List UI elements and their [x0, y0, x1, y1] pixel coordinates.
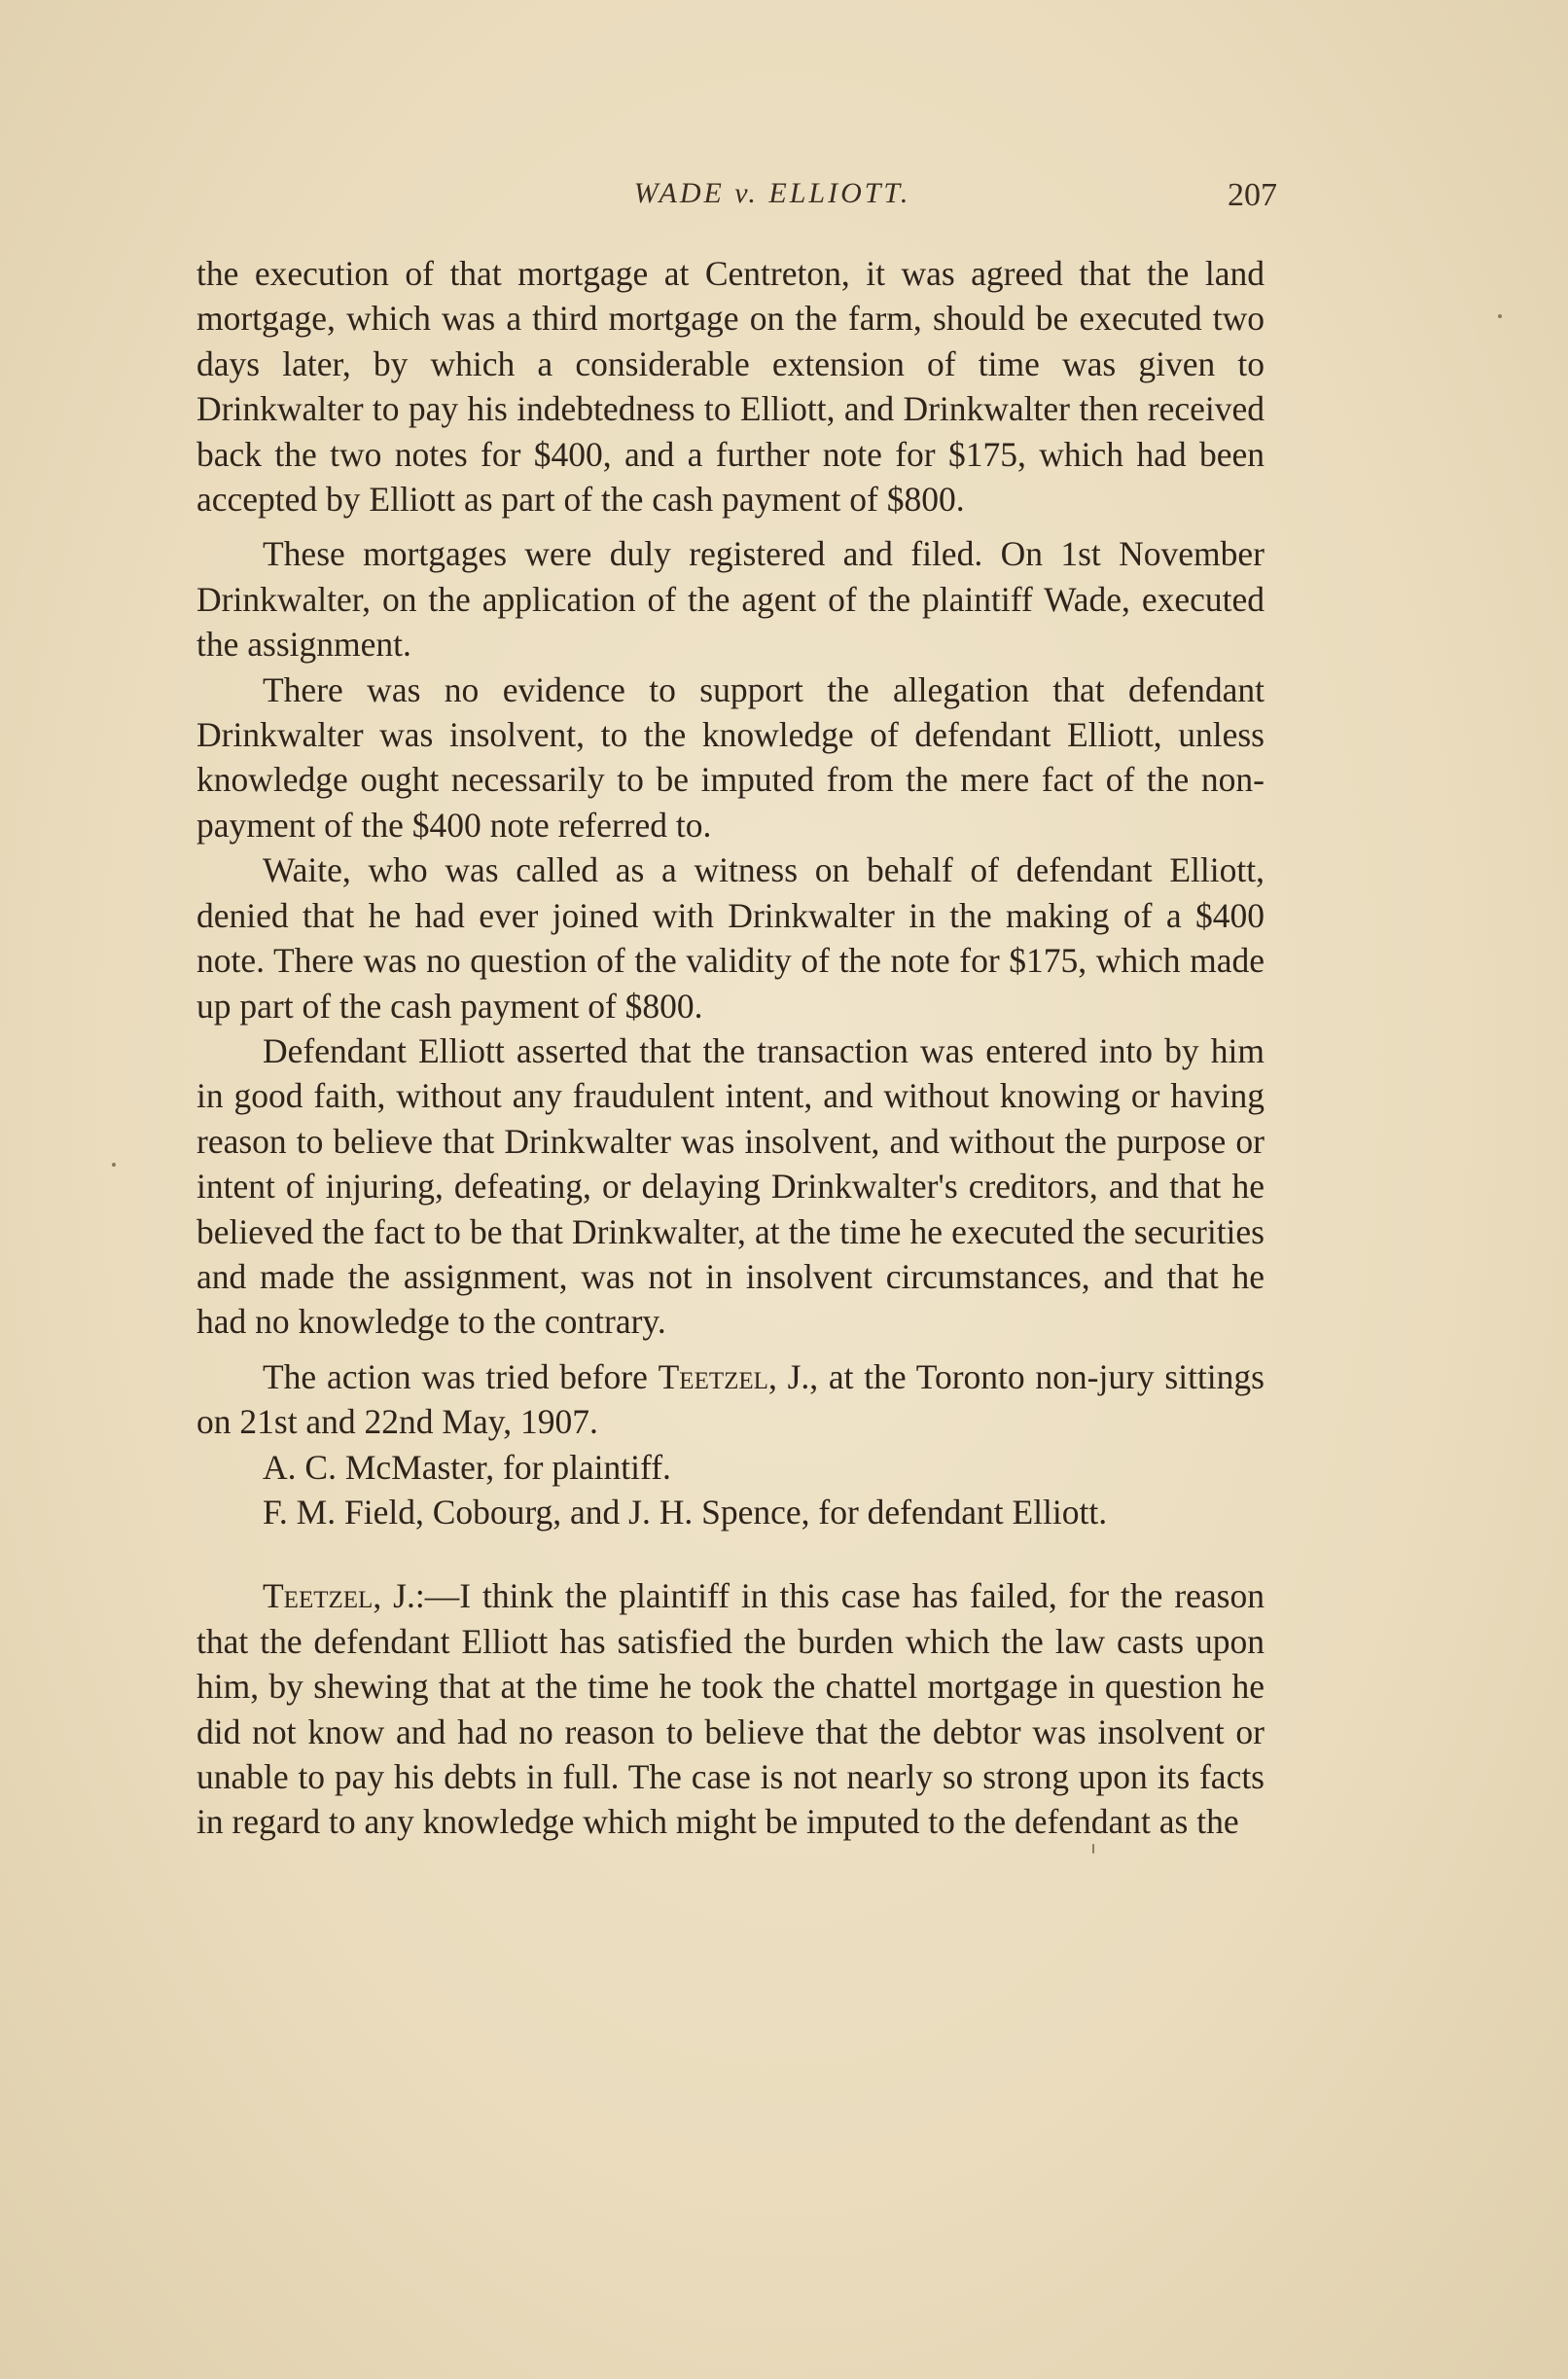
paper-speck: [1092, 1844, 1094, 1854]
running-head: [199, 177, 1277, 226]
paragraph-judgment: [196, 1573, 1265, 1844]
body-text: [196, 251, 1265, 1845]
trial-note-after: , J., at the Toronto non-jury sittings on 21st and 22nd May, 1907.: [196, 1356, 1265, 1442]
paper-speck: [112, 1163, 116, 1167]
judge-name: Teetzel: [658, 1356, 768, 1396]
paragraph-no-evidence: There was no evidence to support the allegation that defendant Drinkwalter was insolvent, to the knowledge of defendant Elliott, unless knowledge ought necessarily to be imputed from the mere fact of the non-payment of the $400 note referred to.: [196, 669, 1265, 845]
judgment-judge-name: Teetzel: [263, 1576, 374, 1616]
paper-speck: [1498, 314, 1502, 318]
page-number: 207: [1228, 177, 1277, 213]
running-title: WADE v. ELLIOTT.: [633, 177, 911, 209]
judgment-text: , J.:—I think the plaintiff in this case has failed, for the reason that the defendant Elliott has satisfied the burden which the law casts upon him, by shewing that at the time he took the chattel mortgage in question he did not know and had no reason to believe that the debtor was insolvent or unable to pay his debts in full. The case is not nearly so strong upon its facts in regard to any knowledge which might be imputed to the defendant as the: [196, 1576, 1265, 1842]
paragraph-counsel-plaintiff: A. C. McMaster, for plaintiff.: [263, 1447, 671, 1487]
paragraph-mortgages-registered: These mortgages were duly registered and filed. On 1st November Drinkwalter, on the application of the agent of the plaintiff Wade, executed the assignment.: [196, 534, 1265, 665]
trial-note-before: The action was tried before: [263, 1356, 659, 1396]
paragraph-elliott-assertion: Defendant Elliott asserted that the transaction was entered into by him in good faith, without any fraudulent intent, and without knowing or having reason to believe that Drinkwalter was insolvent, and without the purpose or intent of injuring, defeating, or delaying Drinkwalter's creditors, and that he believed the fact to be that Drinkwalter, at the time he executed the securities and made the assignment, was not in insolvent circumstances, and that he had no knowledge to the contrary.: [196, 1030, 1265, 1342]
paragraph-waite-testimony: Waite, who was called as a witness on behalf of defendant Elliott, denied that he had ever joined with Drinkwalter in the making of a $400 note. There was no question of the validity of the note for $175, which made up part of the cash payment of $800.: [196, 850, 1265, 1026]
paragraph-continuation: the execution of that mortgage at Centreton, it was agreed that the land mortgage, which was a third mortgage on the farm, should be executed two days later, by which a considerable extension of time was given to Drinkwalter to pay his indebtedness to Elliott, and Drinkwalter then received back the two notes for $400, and a further note for $175, which had been accepted by Elliott as part of the cash payment of $800.: [196, 254, 1265, 520]
paragraph-counsel-defendant: F. M. Field, Cobourg, and J. H. Spence, for defendant Elliott.: [263, 1492, 1108, 1532]
paragraph-trial-note: [196, 1354, 1265, 1445]
